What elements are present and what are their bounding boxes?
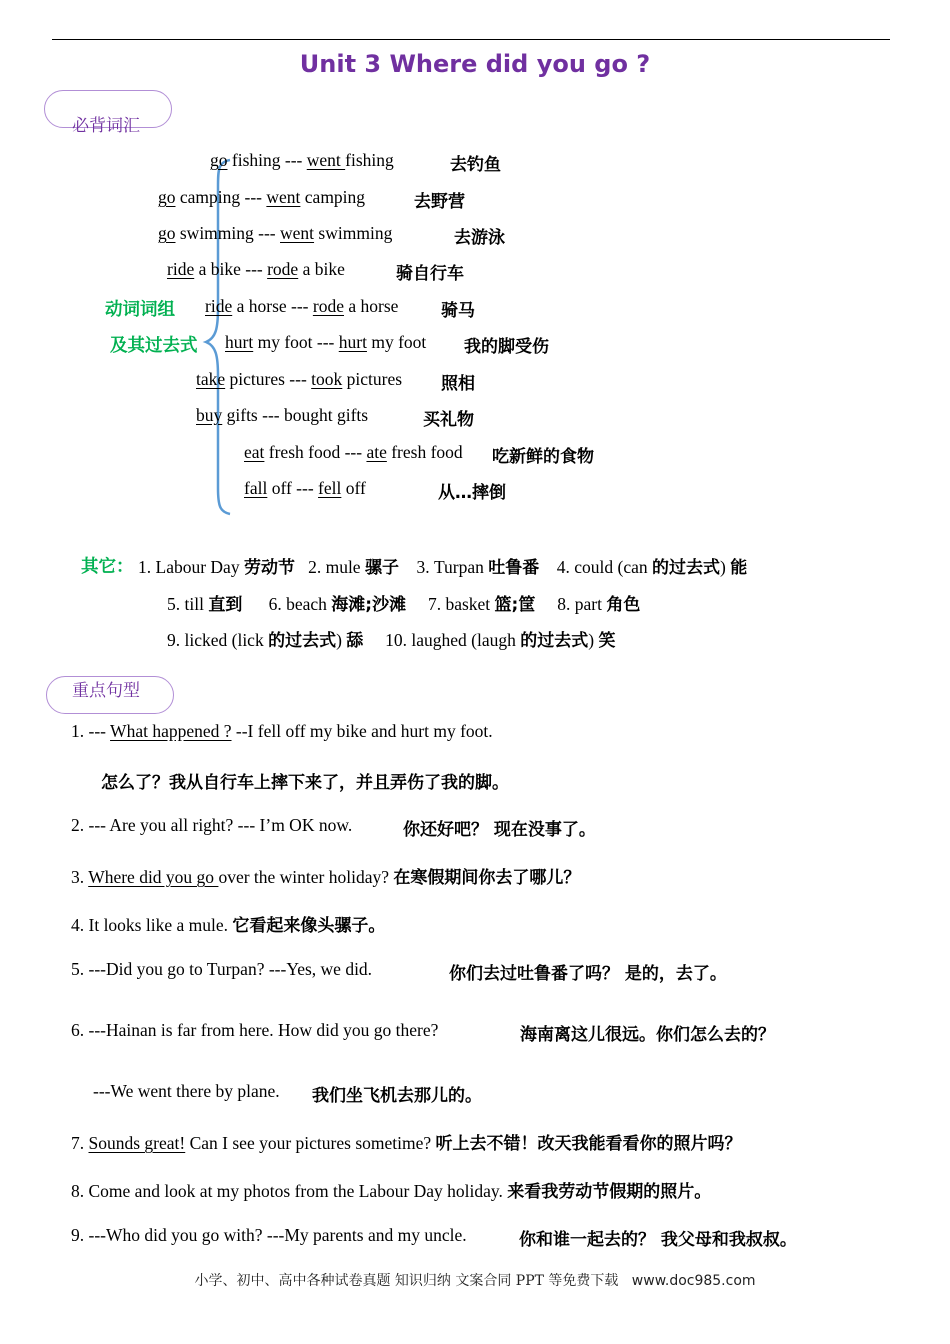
vocab-meaning: 从…摔倒 <box>438 483 506 503</box>
sentence-5-translation: 你们去过吐鲁番了吗？ 是的，去了。 <box>449 964 727 984</box>
vocab-row <box>205 296 398 317</box>
others-line-2 <box>167 590 640 615</box>
vocab-base-rest: off --- <box>267 478 319 498</box>
vocab-meaning: 我的脚受伤 <box>464 337 549 357</box>
vocab-past-verb: fell <box>318 478 342 498</box>
vocab-past-verb: hurt <box>338 332 367 352</box>
others-line-1 <box>138 553 747 578</box>
vocab-base-rest: gifts --- bought gifts <box>222 405 369 425</box>
vocab-base-verb: hurt <box>225 332 254 352</box>
vocab-base-rest: my foot --- <box>253 332 339 352</box>
sentence-6: 6. ---Hainan is far from here. How did you go there? <box>71 1020 439 1040</box>
sentence-8: 8. Come and look at my photos from the Labour Day holiday. 来看我劳动节假期的照片。 <box>71 1181 712 1202</box>
vocab-past-verb: went <box>266 187 301 207</box>
vocab-base-verb: ride <box>205 296 233 316</box>
sentences-section-label: 重点句型 <box>72 681 140 701</box>
vocab-past-rest: pictures <box>342 369 403 389</box>
others-item: 5. till 直到 <box>167 594 243 615</box>
others-item: 3. Turpan 吐鲁番 <box>416 557 540 578</box>
vocab-meaning: 吃新鲜的食物 <box>492 447 594 467</box>
vocab-row <box>167 259 345 280</box>
vocab-row <box>158 187 365 208</box>
page-title: Unit 3 Where did you go ? <box>299 50 651 78</box>
footer <box>0 1270 950 1290</box>
sentence-6-translation: 海南离这儿很远。你们怎么去的？ <box>520 1025 775 1045</box>
others-item: 1. Labour Day 劳动节 <box>138 557 295 578</box>
vocab-meaning: 去游泳 <box>454 228 505 248</box>
sentence-3: 3. Where did you go over the winter holiday? 在寒假期间你去了哪儿？ <box>71 867 581 888</box>
vocab-row <box>196 369 402 390</box>
others-item: 9. licked (lick 的过去式) 舔 <box>167 630 364 651</box>
sentence-7: 7. Sounds great! Can I see your pictures sometime? 听上去不错！改天我能看看你的照片吗？ <box>71 1133 742 1154</box>
vocab-base-verb: go <box>210 150 228 170</box>
vocab-row <box>196 405 368 426</box>
sentence-1: 1. --- What happened ? --I fell off my bike and hurt my foot. <box>71 721 493 741</box>
others-label: 其它： <box>81 557 134 577</box>
vocab-group-label-2: 及其过去式 <box>110 336 198 356</box>
vocab-base-rest: pictures --- <box>225 369 312 389</box>
sentence-5: 5. ---Did you go to Turpan? ---Yes, we did. <box>71 959 373 979</box>
vocab-past-rest: swimming <box>314 223 393 243</box>
vocab-past-rest: fishing <box>345 150 394 170</box>
vocab-row <box>225 332 426 353</box>
vocab-past-rest: off <box>341 478 366 498</box>
vocab-base-verb: take <box>196 369 226 389</box>
vocab-past-verb: went <box>306 150 346 170</box>
vocab-group-label-1: 动词词组 <box>105 300 175 320</box>
vocab-base-verb: buy <box>196 405 223 425</box>
vocab-past-rest: a bike <box>298 259 345 279</box>
vocab-base-rest: a bike --- <box>194 259 268 279</box>
vocab-past-rest: my foot <box>366 332 427 352</box>
vocab-row <box>244 478 366 499</box>
vocab-past-verb: took <box>311 369 343 389</box>
sentence-2: 2. --- Are you all right? --- I’m OK now. <box>71 815 353 835</box>
vocab-past-rest: a horse <box>343 296 399 316</box>
others-item: 4. could (can 的过去式) 能 <box>556 557 748 578</box>
sentence-1-translation: 怎么了？我从自行车上摔下来了，并且弄伤了我的脚。 <box>101 773 509 793</box>
others-item: 2. mule 骡子 <box>308 557 399 578</box>
vocab-past-rest: fresh food <box>386 442 463 462</box>
vocab-row <box>210 150 394 171</box>
vocab-row <box>158 223 392 244</box>
sentence-9: 9. ---Who did you go with? ---My parents and my uncle. <box>71 1225 467 1245</box>
vocab-past-rest: camping <box>300 187 366 207</box>
vocab-base-verb: ride <box>167 259 195 279</box>
vocab-past-verb: rode <box>267 259 299 279</box>
vocab-past-verb: went <box>280 223 315 243</box>
vocab-row <box>244 442 463 463</box>
vocab-meaning: 去野营 <box>414 192 465 212</box>
sentence-6-reply: ---We went there by plane. <box>93 1081 280 1101</box>
footer-link[interactable]: www.doc985.com <box>631 1273 756 1289</box>
vocab-meaning: 骑自行车 <box>396 264 464 284</box>
vocab-base-rest: fresh food --- <box>264 442 367 462</box>
vocab-base-rest: fishing --- <box>227 150 307 170</box>
others-item: 10. laughed (laugh 的过去式) 笑 <box>385 630 616 651</box>
vocab-base-verb: go <box>158 187 176 207</box>
vocab-base-verb: go <box>158 223 176 243</box>
sentence-6-reply-translation: 我们坐飞机去那儿的。 <box>312 1086 482 1106</box>
vocab-meaning: 买礼物 <box>423 410 474 430</box>
sentence-4: 4. It looks like a mule. 它看起来像头骡子。 <box>71 915 386 936</box>
others-item: 6. beach 海滩;沙滩 <box>268 594 407 615</box>
others-item: 7. basket 篮;筐 <box>427 594 536 615</box>
footer-text: 小学、初中、高中各种试卷真题 知识归纳 文案合同 PPT 等免费下载 <box>194 1273 619 1289</box>
top-rule <box>52 39 890 40</box>
vocab-past-verb: ate <box>366 442 387 462</box>
vocab-base-rest: a horse --- <box>232 296 313 316</box>
vocab-section-label: 必背词汇 <box>72 116 140 136</box>
vocab-past-verb: rode <box>312 296 344 316</box>
sentence-2-translation: 你还好吧？ 现在没事了。 <box>403 820 596 840</box>
vocab-meaning: 骑马 <box>441 301 475 321</box>
others-line-3 <box>167 626 615 651</box>
vocab-base-rest: camping --- <box>175 187 267 207</box>
sentence-9-translation: 你和谁一起去的？ 我父母和我叔叔。 <box>519 1230 797 1250</box>
others-item: 8. part 角色 <box>557 594 641 615</box>
vocab-meaning: 去钓鱼 <box>450 155 501 175</box>
vocab-base-rest: swimming --- <box>175 223 281 243</box>
vocab-base-verb: eat <box>244 442 265 462</box>
vocab-meaning: 照相 <box>441 374 475 394</box>
vocab-base-verb: fall <box>244 478 268 498</box>
